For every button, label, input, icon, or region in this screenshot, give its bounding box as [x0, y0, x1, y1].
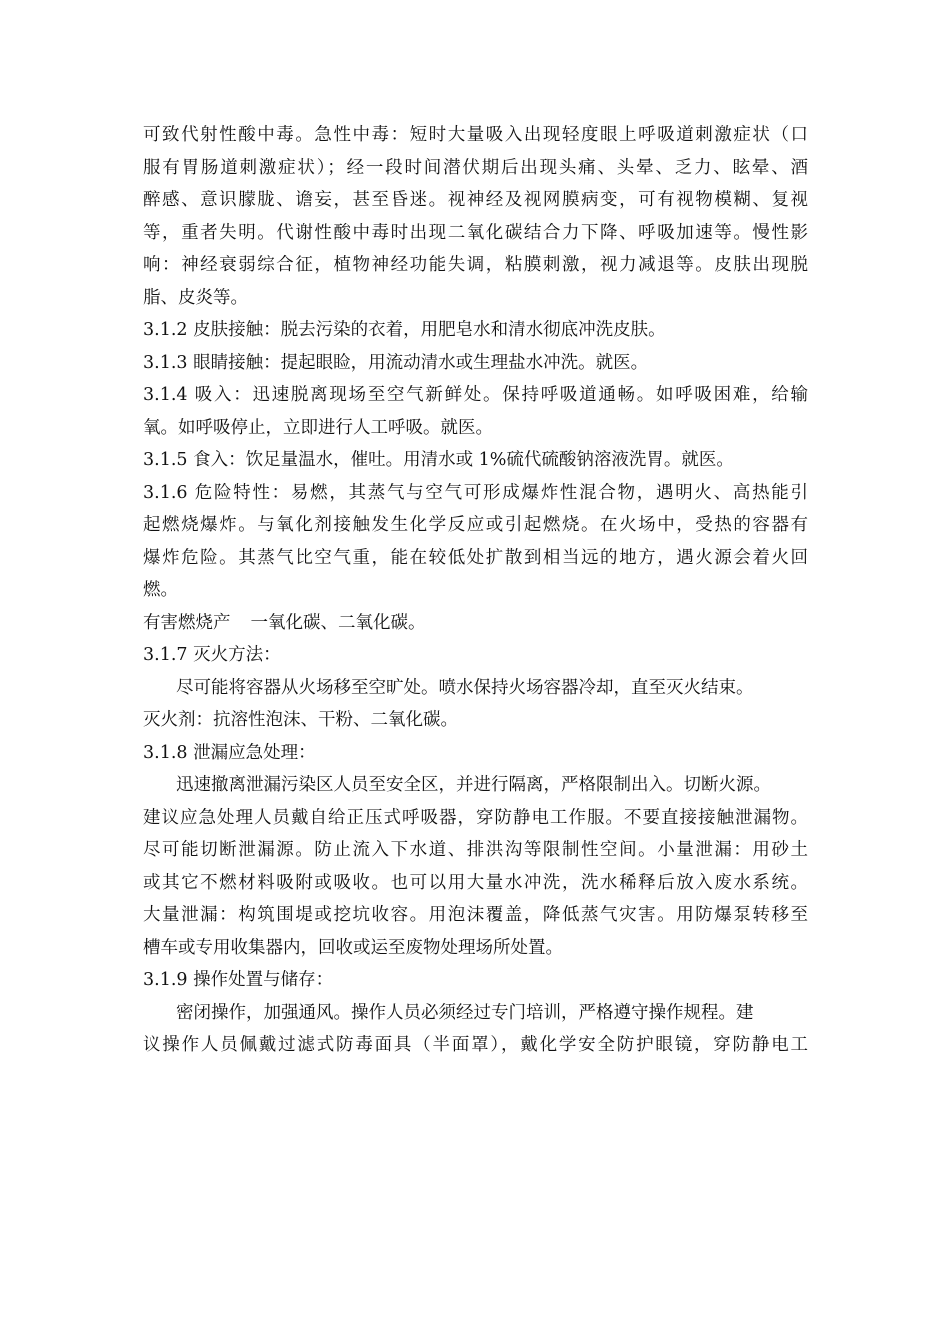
section-3-1-6: 3.1.6 危险特性：易燃，其蒸气与空气可形成爆炸性混合物，遇明火、高热能引	[143, 482, 808, 503]
text-line: 起燃烧爆炸。与氧化剂接触发生化学反应或引起燃烧。在火场中，受热的容器有	[143, 515, 808, 535]
text-line: 脂、皮炎等。	[143, 287, 248, 308]
combustion-products-label: 有害燃烧产	[143, 612, 231, 633]
text-line: 等，重者失明。代谢性酸中毒时出现二氧化碳结合力下降、呼吸加速等。慢性影	[143, 222, 808, 243]
text-line: 响：神经衰弱综合征，植物神经功能失调，粘膜刺激，视力减退等。皮肤出现脱	[143, 255, 808, 275]
text-line: 建议应急处理人员戴自给正压式呼吸器，穿防静电工作服。不要直接接触泄漏物。	[143, 807, 808, 828]
combustion-products-line	[143, 607, 808, 640]
text-line: 燃。	[143, 580, 178, 600]
text-line: 灭火剂：抗溶性泡沫、干粉、二氧化碳。	[143, 710, 458, 730]
text-line: 大量泄漏：构筑围堤或挖坑收容。用泡沫覆盖，降低蒸气灾害。用防爆泵转移至	[143, 905, 808, 925]
text-line: 或其它不燃材料吸附或吸收。也可以用大量水冲洗，洗水稀释后放入废水系统。	[143, 872, 808, 893]
section-3-1-8-heading: 3.1.8 泄漏应急处理：	[143, 742, 316, 763]
section-3-1-9-heading: 3.1.9 操作处置与储存：	[143, 970, 334, 990]
text-line: 服有胃肠道刺激症状）；经一段时间潜伏期后出现头痛、头晕、乏力、眩晕、酒	[143, 157, 808, 178]
section-3-1-3: 3.1.3 眼睛接触：提起眼睑，用流动清水或生理盐水冲洗。就医。	[143, 352, 649, 373]
section-3-1-2: 3.1.2 皮肤接触：脱去污染的衣着，用肥皂水和清水彻底冲洗皮肤。	[143, 320, 666, 340]
text-line: 议操作人员佩戴过滤式防毒面具（半面罩），戴化学安全防护眼镜，穿防静电工	[143, 1035, 808, 1055]
text-line: 尽可能切断泄漏源。防止流入下水道、排洪沟等限制性空间。小量泄漏：用砂土	[143, 840, 808, 860]
text-line: 醉感、意识朦胧、谵妄，甚至昏迷。视神经及视网膜病变，可有视物模糊、复视	[143, 190, 808, 210]
text-line: 氧。如呼吸停止，立即进行人工呼吸。就医。	[143, 417, 493, 438]
combustion-products-value: 一氧化碳、二氧化碳。	[250, 612, 426, 633]
text-line: 可致代射性酸中毒。急性中毒：短时大量吸入出现轻度眼上呼吸道刺激症状（口	[143, 125, 808, 145]
text-line: 密闭操作，加强通风。操作人员必须经过专门培训，严格遵守操作规程。建	[176, 1002, 754, 1023]
document-body	[143, 119, 808, 1062]
section-3-1-7-heading: 3.1.7 灭火方法：	[143, 645, 281, 665]
text-line: 槽车或专用收集器内，回收或运至废物处理场所处置。	[143, 937, 563, 958]
text-line: 迅速撤离泄漏污染区人员至安全区，并进行隔离，严格限制出入。切断火源。	[176, 775, 771, 795]
text-line: 尽可能将容器从火场移至空旷处。喷水保持火场容器冷却，直至灭火结束。	[176, 677, 754, 698]
text-line: 爆炸危险。其蒸气比空气重，能在较低处扩散到相当远的地方，遇火源会着火回	[143, 547, 808, 568]
section-3-1-4: 3.1.4 吸入：迅速脱离现场至空气新鲜处。保持呼吸道通畅。如呼吸困难，给输	[143, 385, 808, 405]
section-3-1-5: 3.1.5 食入：饮足量温水，催吐。用清水或 1%硫代硫酸钠溶液洗胃。就医。	[143, 450, 734, 470]
